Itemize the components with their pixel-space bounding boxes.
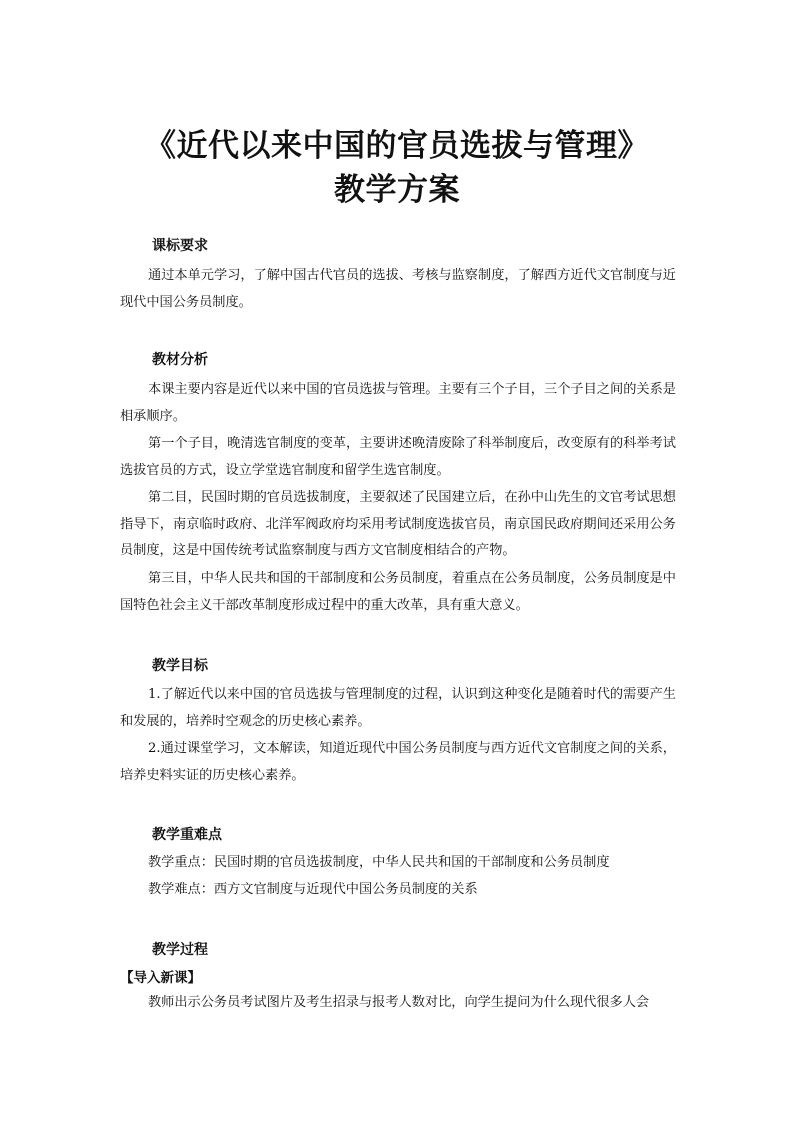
paragraph-keypoint: 教学重点：民国时期的官员选拔制度，中华人民共和国的干部制度和公务员制度 [148, 855, 610, 870]
paragraph-process-1: 教师出示公务员考试图片及考生招录与报考人数对比，向学生提问为什么现代很多人会 [148, 995, 650, 1010]
section-heading-curriculum: 课标要求 [152, 238, 208, 254]
paragraph-analysis-1: 本课主要内容是近代以来中国的官员选拔与管理。主要有三个子目，三个子目之间的关系是相承顺序。 [120, 382, 676, 424]
document-title-line1: 《近代以来中国的官员选拔与管理》 [145, 128, 649, 164]
paragraph-curriculum: 通过本单元学习，了解中国古代官员的选拔、考核与监察制度，了解西方近代文官制度与近现代中国公务员制度。 [120, 268, 676, 310]
paragraph-goals-1: 1.了解近代以来中国的官员选拔与管理制度的过程，认识到这种变化是随着时代的需要产生和发展的，培养时空观念的历史核心素养。 [120, 687, 676, 729]
document-title-line2: 教学方案 [334, 172, 460, 208]
section-heading-analysis: 教材分析 [152, 352, 208, 368]
section-heading-process: 教学过程 [152, 942, 208, 958]
paragraph-analysis-3: 第二目，民国时期的官员选拔制度，主要叙述了民国建立后，在孙中山先生的文官考试思想指导下，南京临时政府、北洋军阀政府均采用考试制度选拔官员，南京国民政府期间还采用公务员制度，这是中国传统考试监察制度与西方文官制度相结合的产物。 [120, 490, 676, 559]
section-heading-keypoints: 教学重难点 [152, 827, 222, 843]
paragraph-analysis-2: 第一个子目，晚清选官制度的变革，主要讲述晚清废除了科举制度后，改变原有的科举考试选拔官员的方式，设立学堂选官制度和留学生选官制度。 [120, 436, 676, 478]
paragraph-difficulty: 教学难点：西方文官制度与近现代中国公务员制度的关系 [148, 882, 478, 897]
section-heading-goals: 教学目标 [152, 658, 208, 674]
paragraph-analysis-4: 第三目，中华人民共和国的干部制度和公务员制度，着重点在公务员制度，公务员制度是中国特色社会主义干部改革制度形成过程中的重大改革，具有重大意义。 [120, 571, 676, 613]
subheading-intro: 【导入新课】 [120, 970, 201, 986]
paragraph-goals-2: 2.通过课堂学习，文本解读，知道近现代中国公务员制度与西方近代文官制度之间的关系，培养史料实证的历史核心素养。 [120, 741, 676, 783]
